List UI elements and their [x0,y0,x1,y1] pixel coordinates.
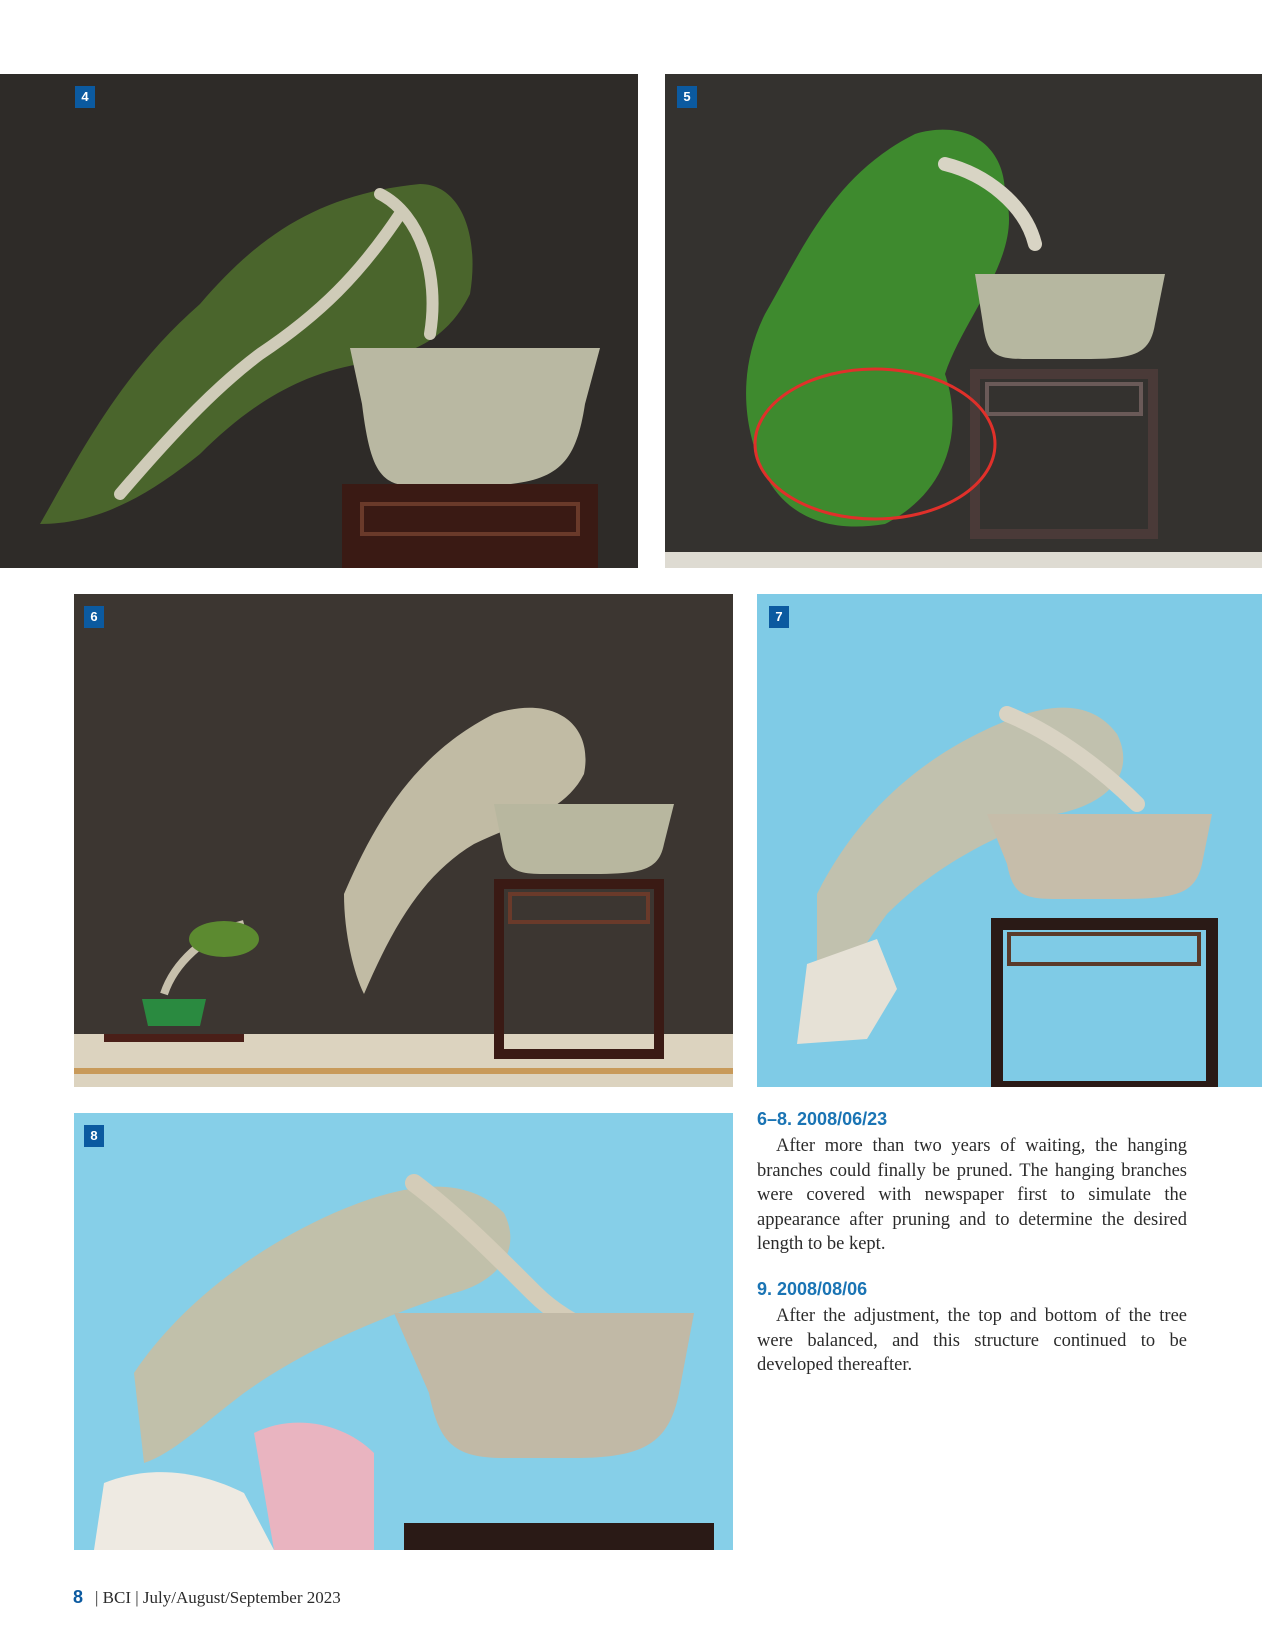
page-footer [73,1587,341,1608]
photo-4-number-badge: 4 [75,86,95,108]
photo-7-number-badge: 7 [769,606,789,628]
photo-6-number-badge: 6 [84,606,104,628]
page-number: 8 [73,1587,84,1607]
bonsai-photo-5-image [665,74,1262,568]
bonsai-photo-7-image [757,594,1262,1087]
caption-body-6-8: After more than two years of waiting, the hanging branches could finally be pruned. The hanging branches were covered with newspaper first to simulate the appearance after pruning and to determine the desired length to be kept. [757,1136,1187,1254]
bonsai-photo-8-image [74,1113,733,1550]
caption-heading-9: 9. 2008/08/06 [757,1279,868,1299]
photo-5 [665,74,1262,568]
bonsai-photo-4-image [0,74,638,568]
photo-8-number-badge: 8 [84,1125,104,1147]
bonsai-photo-6-image [74,594,733,1087]
caption-heading-6-8: 6–8. 2008/06/23 [757,1109,888,1129]
caption-body-9: After the adjustment, the top and bottom of the tree were balanced, and this structure continued to be developed thereafter. [757,1306,1187,1375]
photo-7 [757,594,1262,1087]
photo-4 [0,74,638,568]
publication-info: | BCI | July/August/September 2023 [95,1588,341,1607]
photo-6 [74,594,733,1087]
photo-8 [74,1113,733,1550]
photo-5-number-badge: 5 [677,86,697,108]
